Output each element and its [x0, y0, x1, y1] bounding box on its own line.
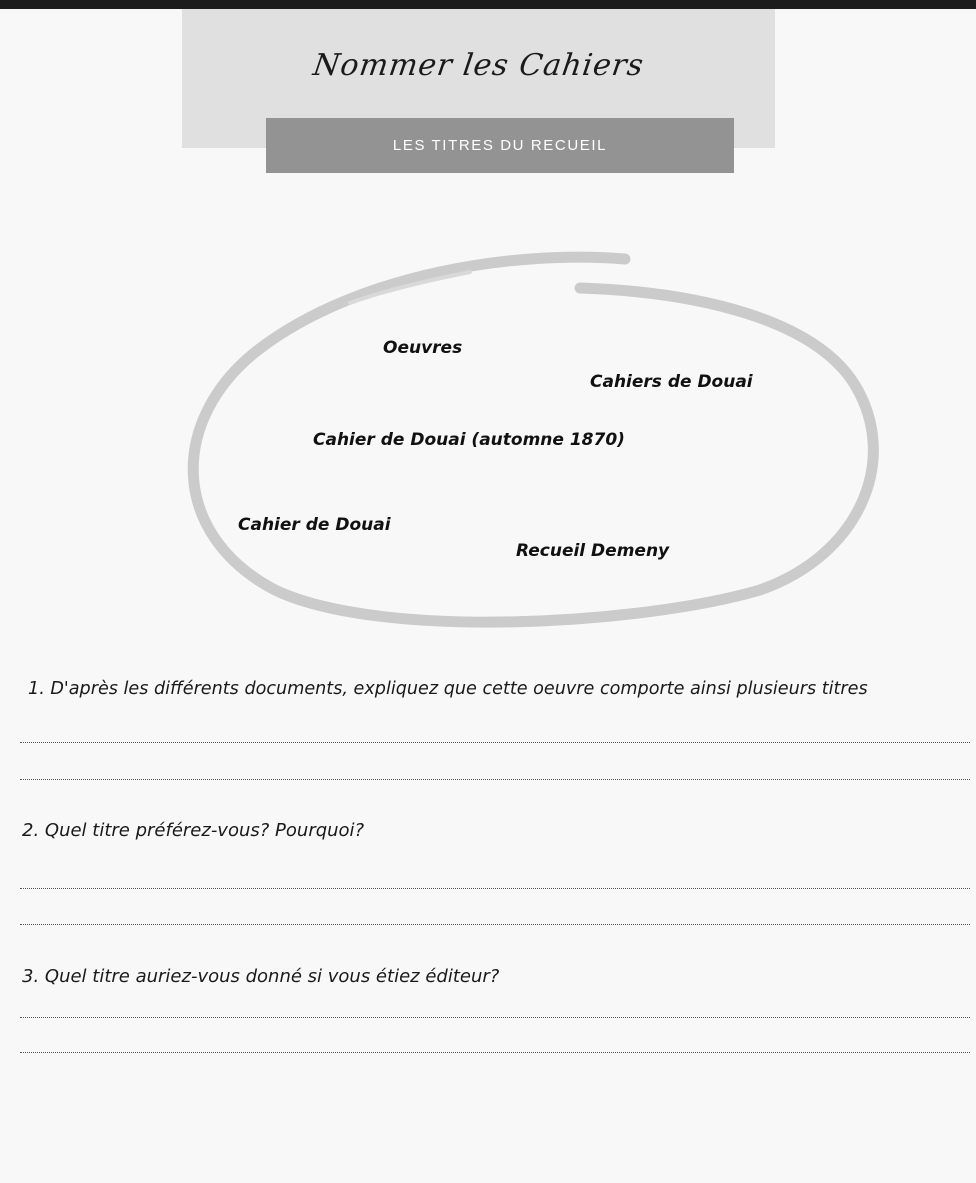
title-cahier-de-douai-automne: Cahier de Douai (automne 1870): [313, 430, 625, 450]
page-title: Nommer les Cahiers: [310, 48, 647, 83]
question-3: 3. Quel titre auriez-vous donné si vous étiez éditeur?: [22, 966, 500, 987]
title-cahiers-de-douai: Cahiers de Douai: [590, 372, 753, 392]
question-1: 1. D'après les différents documents, expliquez que cette oeuvre comporte ainsi plusieurs titres: [28, 679, 868, 699]
answer-line[interactable]: [20, 1017, 970, 1018]
answer-line[interactable]: [20, 1052, 970, 1053]
answer-line[interactable]: [20, 779, 970, 780]
answer-line[interactable]: [20, 888, 970, 889]
title-oeuvres: Oeuvres: [383, 338, 463, 358]
answer-line[interactable]: [20, 924, 970, 925]
question-2: 2. Quel titre préférez-vous? Pourquoi?: [22, 820, 365, 841]
title-recueil-demeny: Recueil Demeny: [516, 541, 670, 561]
section-banner-label: LES TITRES DU RECUEIL: [392, 137, 608, 154]
title-cahier-de-douai: Cahier de Douai: [238, 515, 391, 535]
answer-line[interactable]: [20, 742, 970, 743]
